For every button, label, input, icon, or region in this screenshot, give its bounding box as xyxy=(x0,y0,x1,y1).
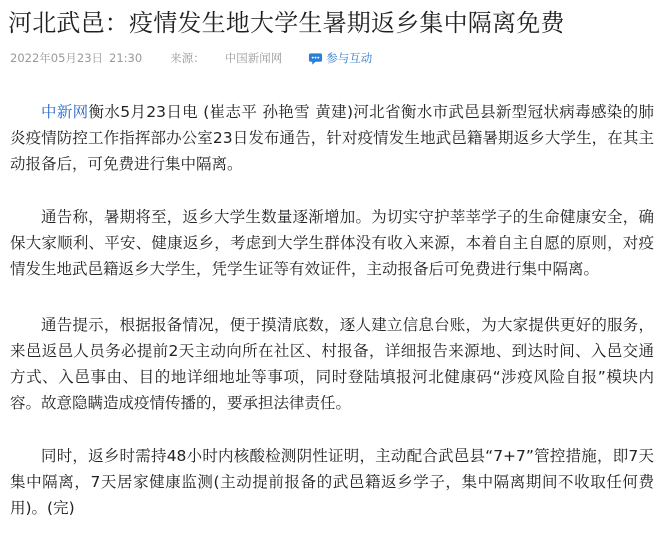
paragraph-1 xyxy=(10,99,654,177)
publish-date: 2022年05月23日 xyxy=(10,51,104,65)
paragraph-2: 通告称，暑期将至，返乡大学生数量逐渐增加。为切实守护莘莘学子的生命健康安全，确保大家顺利、平安、健康返乡，考虑到大学生群体没有收入来源，本着自主自愿的原则，对疫情发生地武邑籍返乡大学生，凭学生证等有效证件，主动报备后可免费进行集中隔离。 xyxy=(10,208,654,278)
comment-icon xyxy=(308,51,323,66)
interact-label: 参与互动 xyxy=(326,51,373,65)
article-title: 河北武邑：疫情发生地大学生暑期返乡集中隔离免费 xyxy=(8,9,565,37)
interact-button[interactable] xyxy=(308,50,372,66)
source-name: 中国新闻网 xyxy=(224,51,283,65)
paragraph-3: 通告提示，根据报备情况，便于摸清底数，逐人建立信息台账，为大家提供更好的服务，来邑返邑人员务必提前2天主动向所在社区、村报备，详细报告来源地、到达时间、入邑交通方式、入邑事由、目的地详细地址等事项，同时登陆填报河北健康码“涉疫风险自报”模块内容。故意隐瞒造成疫情传播的，要承担法律责任。 xyxy=(10,316,654,412)
paragraph-1-text: 衡水5月23日电 (崔志平 孙艳雪 黄建)河北省衡水市武邑县新型冠状病毒感染的肺炎疫情防控工作指挥部办公室23日发布通告，针对疫情发生地武邑籍暑期返乡大学生，在其主动报备后，可免费进行集中隔离。 xyxy=(10,103,654,173)
source-label: 来源： xyxy=(170,51,205,65)
source-link[interactable]: 中新网 xyxy=(41,103,89,121)
publish-time: 21:30 xyxy=(109,51,143,65)
paragraph-4: 同时，返乡时需持48小时内核酸检测阴性证明，主动配合武邑县“7+7”管控措施，即7天集中隔离，7天居家健康监测(主动提前报备的武邑籍返乡学子，集中隔离期间不收取任何费用)。(完) xyxy=(10,447,654,517)
article-meta xyxy=(10,48,372,68)
